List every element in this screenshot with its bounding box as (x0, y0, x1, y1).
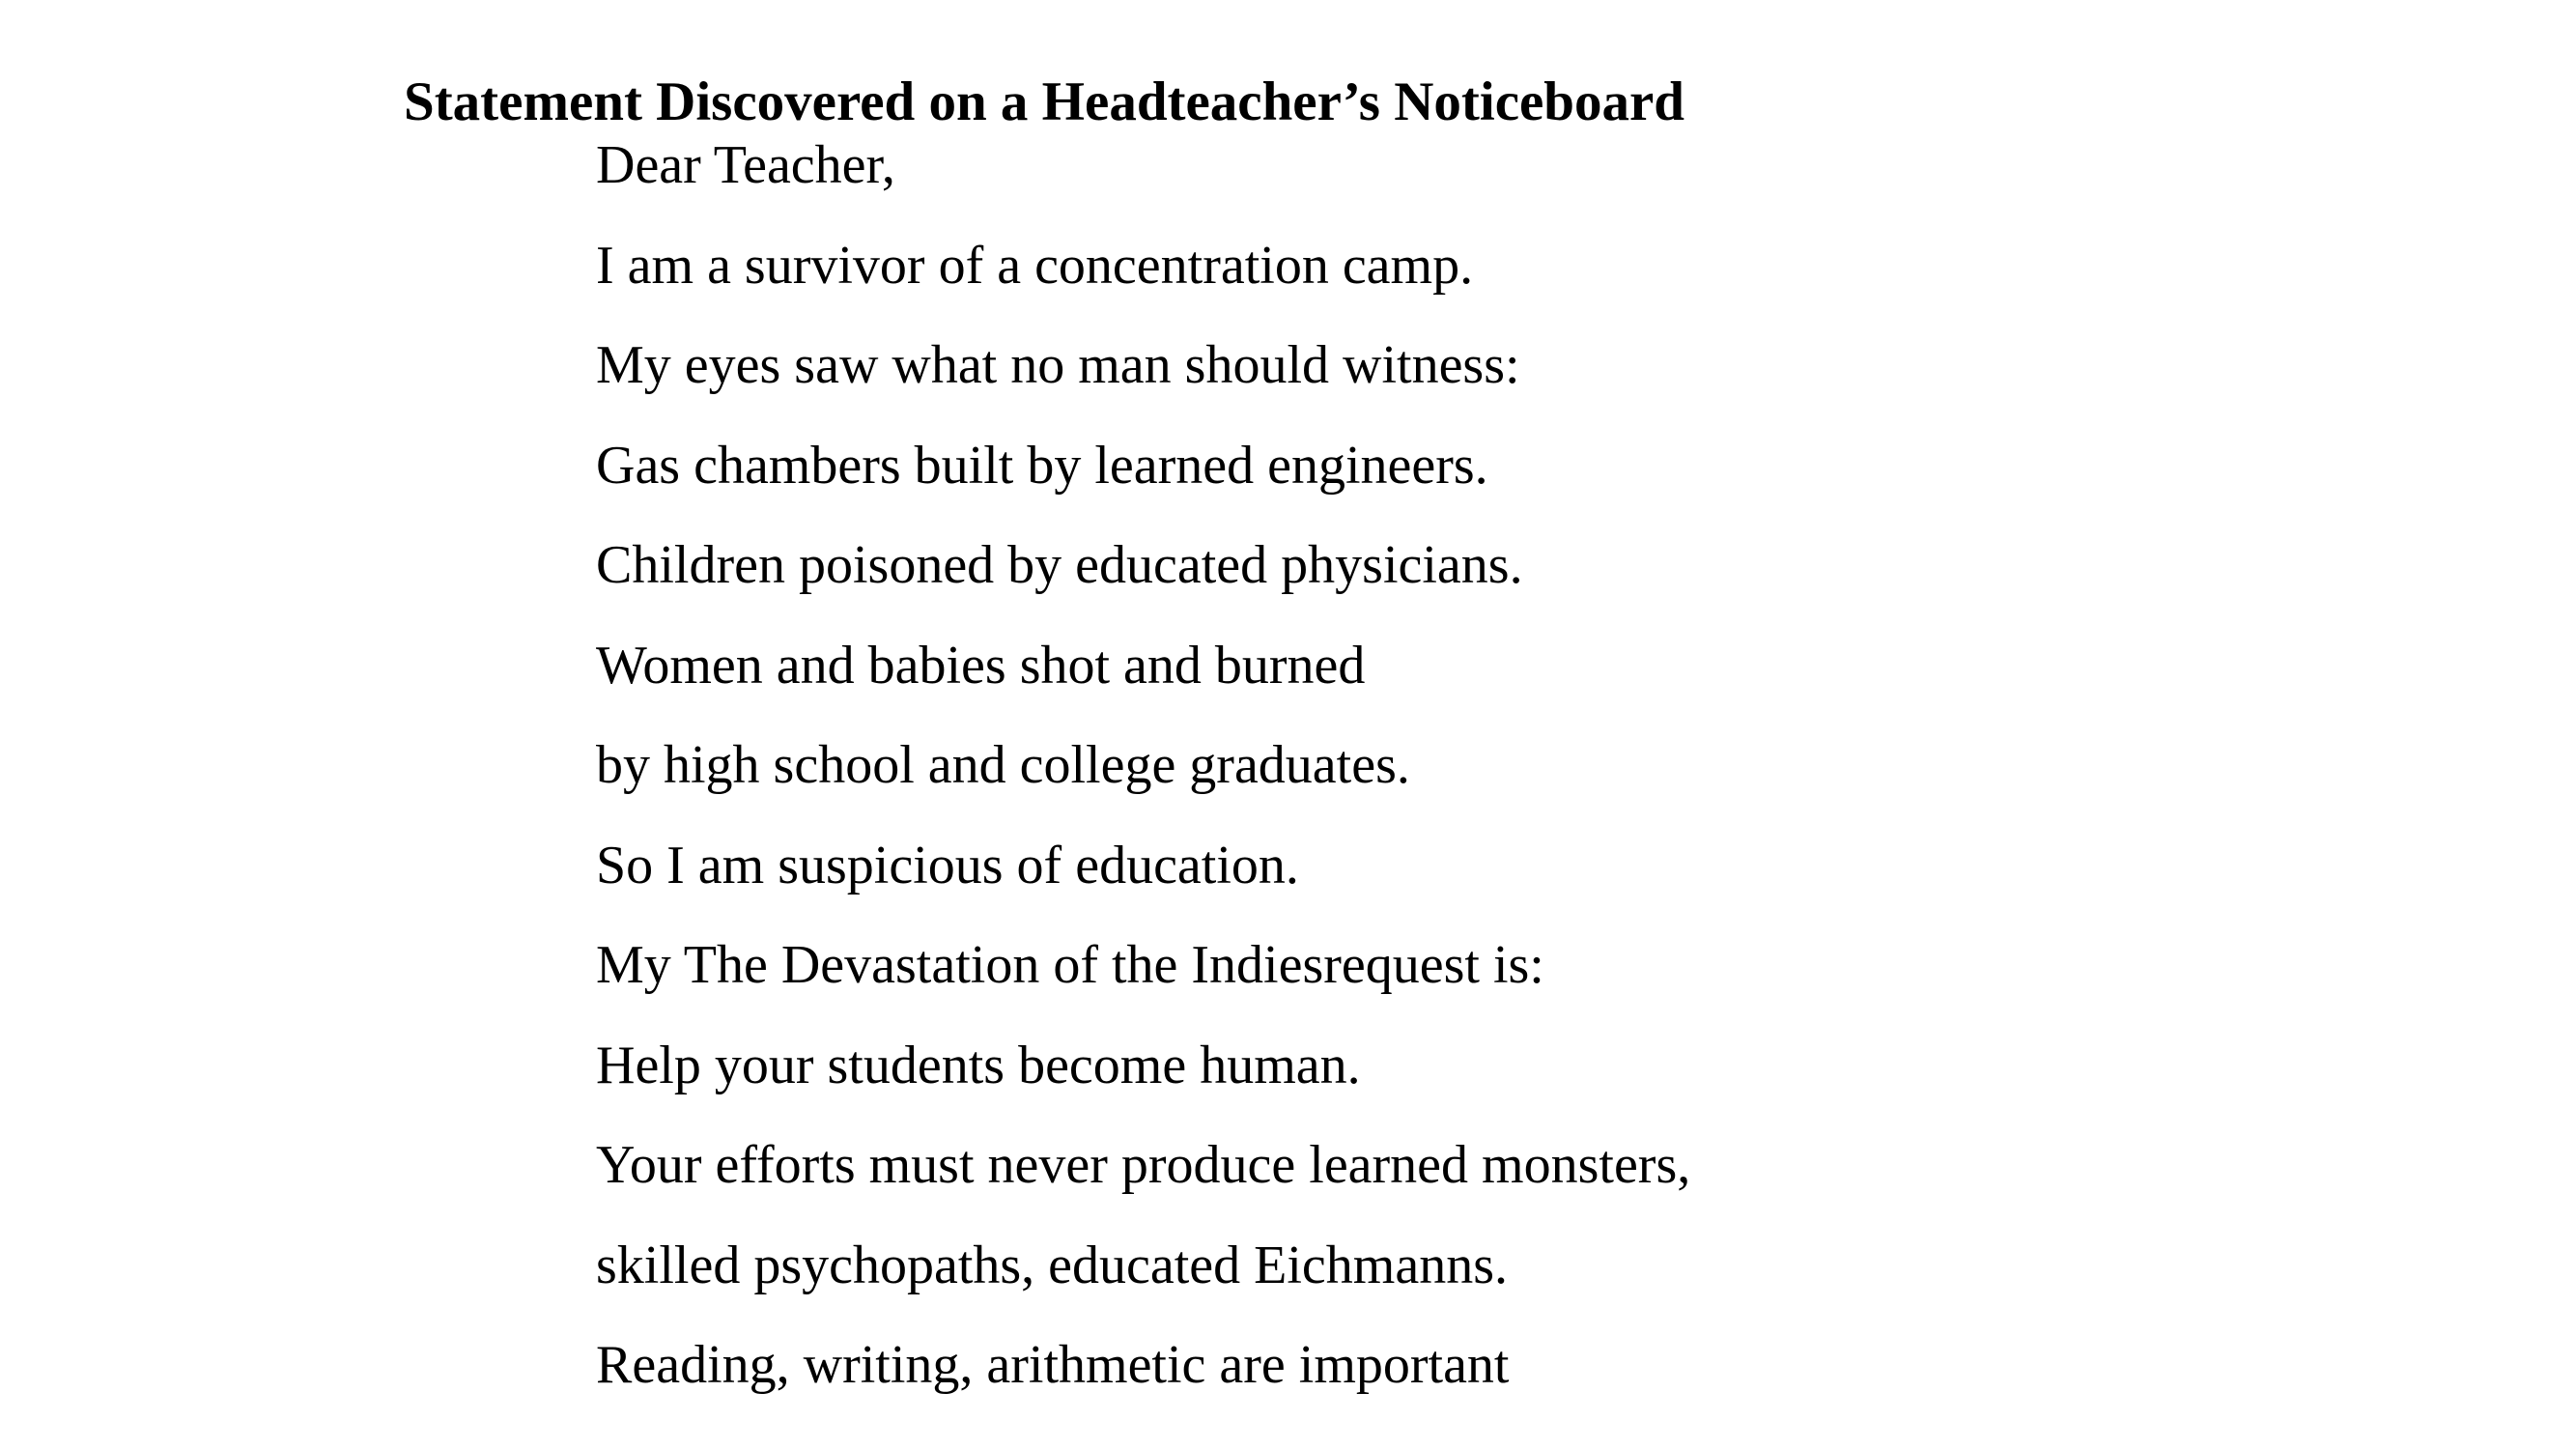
poem-line: Your efforts must never produce learned monsters, (596, 1135, 1691, 1195)
poem-line: skilled psychopaths, educated Eichmanns. (596, 1235, 1508, 1295)
poem-line: My The Devastation of the Indiesrequest is: (596, 935, 1544, 995)
poem-line: Help your students become human. (596, 1035, 1361, 1095)
poem-line: by high school and college graduates. (596, 735, 1410, 795)
poem-body (596, 116, 1690, 1416)
poem-line: Dear Teacher, (596, 135, 895, 195)
poem-line: I am a survivor of a concentration camp. (596, 235, 1474, 296)
poem-line: My eyes saw what no man should witness: (596, 335, 1520, 395)
poem-line: Gas chambers built by learned engineers. (596, 435, 1488, 496)
poem-line: Reading, writing, arithmetic are important (596, 1335, 1510, 1395)
poem-line: Women and babies shot and burned (596, 635, 1366, 696)
poem-line: So I am suspicious of education. (596, 835, 1299, 895)
document-title: Statement Discovered on a Headteacher’s Noticeboard (404, 71, 1685, 133)
poem-line: Children poisoned by educated physicians. (596, 535, 1523, 595)
